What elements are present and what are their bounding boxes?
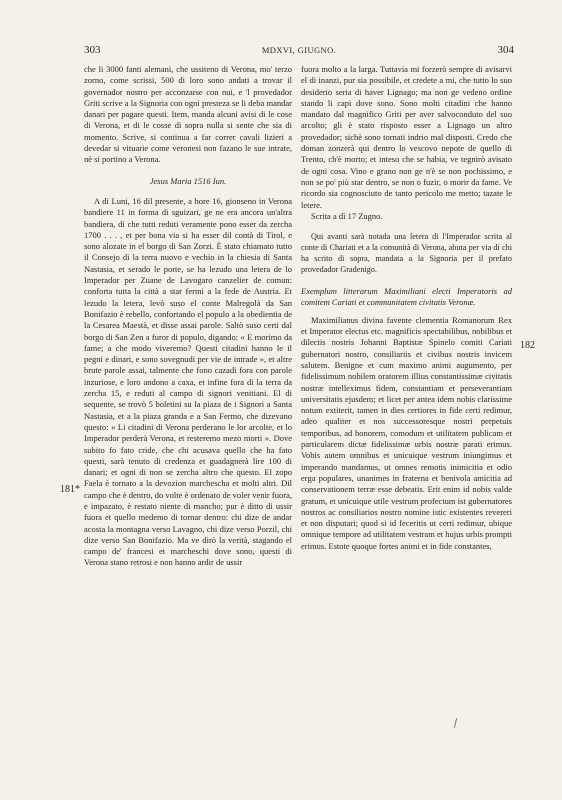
margin-number-right: 182 xyxy=(520,340,535,351)
running-header xyxy=(84,44,514,60)
margin-number-left: 181* xyxy=(60,484,80,495)
right-paragraph-date: Scrita a dì 17 Zugno. xyxy=(311,210,383,221)
latin-letter-title: Exemplum litterarum Maximiliani electi Imperatoris ad comitem Cariati et communitatem civitatis Veronæ. xyxy=(301,286,512,308)
left-column xyxy=(84,64,292,569)
right-paragraph-1: fuora molto a la larga. Tuttavia mi forzerò sempre di avisarvi el di inanzi, pur sia possibile, et credete a mi, che tutto lo suo desiderio seria di haver Lignago; ma non ge vedeno ordine stando li capi dove sono. Sono molti citadini che hanno mandato dal magnifico Griti per aver salvoconduto del suo arcolto; gli è stato risposto esser a Lignago un altro provedador; sichè sono tornati indrio mal disposti. Credo che doman zonzerà qui dentro lo vescovo nepote de quello di Trento, ch'è morto; et inteso che se habia, ve tegnirò avisato de ogni cosa. Vino e grano non ge n'è se non pochissimo, e non se po' più star dentro, se non o fuzir, o morir da fame. Ve ricordo sia cognosciuto de tanto pericolo me metto; tazate le letere. xyxy=(301,64,512,210)
page-number-right: 304 xyxy=(497,44,514,56)
left-paragraph-2: A dì Luni, 16 dil presente, a hore 16, gionseno in Verona bandiere 11 in forma di sguizari, ge ne era ancora un'altra bandiera, di che tutti reduti veramente pono esser da zercha 1700 . . . , et per bona via si ha esser dil contà di Tirol, e sono alozate in el borgo di San Zorzi. È stato chiamato tutto il Consejo di la terra nuovo e vechio in la chiesia di Santa Nastasia, et serado le porte, se ha lezudo una letera de lo Imperador per Zuane de Lavogaro canzelier de comun: conforta tutta la città a star fermi a la fede de Austria. Et lezudo la letera, levò suso el conte Malregolà da San Bonifazio è rebello, confortando el populo a la obedientia de la Cesarea Maestà, et disse assai parole. Saltò suso certi dal borgo di San Zen a furor di populo, digando: « E morimo da fame; a che modo viveremo? Questi citadini hanno le il pegni e dinari, e sono sovegnudi per vie de intrade », et altre brute parole assai, talmente che fono cazadi fora con parole inzuriose, e loro andono a caxa, et infine fora di la terra da zercha 15, e reduti al campo di signori venitiani. El di sequente, se trovò 5 boletini su la piaza de i Signori a Santa Nastasia, et a la piaza granda e a San Fermo, che dizevano questo: « Li citadini di Verona perderano le lor arcolte, et lo Imperador perderà Verona, et resteremo mezo morti ». Dove subito fo fato cride, che chi acusava quello che ha fato questi, sarà tenuto di credenza et guadagnerà lire 100 di danari; et ogni di non se zercha altro che questo. El zopo Faela è tornato a la devozion marchescha et molti altri. Dil campo che è dentro, do volte è ordenato de voler venir fuora, e impazato, è restato niente di mancho; pur è ditto di ussir fuora et quello medemo di tornar dentro: chi dize de andar acosta la montagna verso Lavagno, chi dize verso Porzil, chi dize verso San Bonifazio. Ma ve dirò la verità, stagando el campo de' francesi et marcheschi dove sono, questi di Verona stano retrosi e non hanno ardir de ussir xyxy=(84,195,292,568)
right-paragraph-latin: Maximilianus divina favente clementia Romanorum Rex et Imperator electus etc. magnificis spectabilibus, nobilibus et dilectis nostris Johanni Baptistæ Spinelo comiti Cariati gubernatori nostro, consiliariis et civibus nostris invicem salutem. Benigne et cum maximo animi augumento, per fidelissimum nobilem oratorem illius constantissimæ civitatis nostræ intelleximus fidem, constantiam et perseverantiam universitatis ejusdem; et licet per antea idem nobis clarissime notum extiterit, tamen in dies certiores in fide certi redimur, adeo qualiter et nos successoresque nostri perpetuis temporibus, ad honorem, comodum et utilitatem publicam et particularem dictæ fidelissimæ urbis nostræ parati erimus. Vobis autem omnibus et unicuique vestrum iniungimus et imperando mandamus, ut omnes remotis inimicitia et odio erga populares, unanimes in fraterna et benivola amicitia ad conservationem terræ esse debeatis. Erit enim id nobis valde gratum, et unicuique utile vestrum profectum ist gubernatores nostros ac consiliarios nostro nomine istic existentes revereri et non disputari; quod si id feceritis ut certi redimur, ubique omnique tempore ad utilitatem vestram et hujus urbis prompti erimus. Estote quoque fortes animi et in fide constantes, xyxy=(301,314,512,551)
left-paragraph-1: che li 3000 fanti alemani, che ussiteno di Verona, mo' terzo zorno, come scrissi, 500 di loro sono andati a trovar il governador nostro per acconzarse con nui, e 'l provedador Griti scrive a la Signoria con ogni presteza se li deba mandar danari per pagare questi. Item, manda alcuni avisi di le cose di Verona, et di le cosse di sopra nulla si sente che sia di momento. Scrive, si continua a far correr cavali lizieri a devedar si vituarie come veronesi non fazano le sue intrate, nè si portino a Verona. xyxy=(84,64,292,165)
right-paragraph-note: Qui avanti sarà notada una letera di l'Imperador scrita al conte di Chariati et a la comunità di Verona, abuta per via di chi ha scrito di sopra, mandata a la Signoria per il prefato provedador Gradenigo. xyxy=(301,232,512,275)
right-column xyxy=(301,64,512,552)
pencil-mark xyxy=(454,718,457,728)
running-title: MDXVI, GIUGNO. xyxy=(261,45,337,55)
page-number-left: 303 xyxy=(84,44,101,56)
section-heading: Jesus Maria 1516 Iun. xyxy=(149,175,227,186)
